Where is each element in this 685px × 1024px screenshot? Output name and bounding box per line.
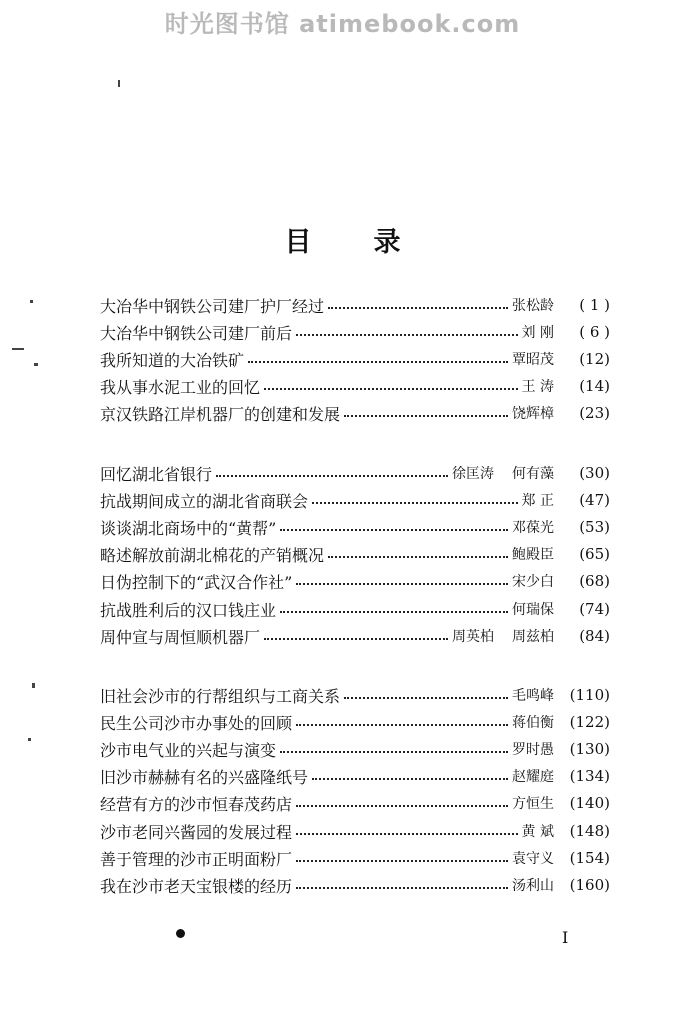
toc-entry [100,845,610,871]
toc-entry [100,319,610,345]
leader-dots [328,307,508,309]
toc-entry [100,541,610,567]
scan-speck [12,348,24,350]
leader-dots [344,697,508,699]
toc-entry-page: (134) [569,767,610,785]
toc-entry-page: (110) [569,686,610,704]
leader-dots [280,611,508,613]
toc-entry-author: 袁守义 [512,851,554,867]
toc-entry-page: (47) [579,491,610,509]
footer-bullet [176,929,185,938]
toc-entry [100,514,610,540]
toc-entry-title: 旧社会沙市的行帮组织与工商关系 [100,686,341,706]
toc-entry-title: 沙市老同兴酱园的发展过程 [100,822,293,842]
leader-dots [296,860,508,862]
toc-entry [100,623,610,649]
toc-entry [100,373,610,399]
toc-entry-title: 日伪控制下的“武汉合作社” [100,572,293,592]
toc-entry-page: (53) [579,518,610,536]
leader-dots [248,361,508,363]
toc-entry [100,400,610,426]
toc-entry-title: 京汉铁路江岸机器厂的创建和发展 [100,404,341,424]
toc-entry-title: 大冶华中钢铁公司建厂护厂经过 [100,296,325,316]
toc-entry [100,682,610,708]
leader-dots [264,388,518,390]
scan-speck [32,683,35,688]
scan-speck [28,738,31,741]
toc-entry-title: 民生公司沙市办事处的回顾 [100,713,293,733]
scan-speck [30,300,33,303]
toc-entry-coauthor: 周英柏 [452,629,494,645]
toc-entry-title: 大冶华中钢铁公司建厂前后 [100,323,293,343]
toc-entry-page: (148) [569,822,610,840]
toc-entry-page: (84) [579,627,610,645]
leader-dots [264,638,448,640]
toc-entry [100,568,610,594]
toc-entry-author: 王 涛 [521,379,554,395]
toc-entry-page: (23) [579,404,610,422]
toc-entry-title: 略述解放前湖北棉花的产销概况 [100,545,325,565]
toc-entry-page: (130) [569,740,610,758]
toc-entry [100,487,610,513]
toc-entry-page: (14) [579,377,610,395]
toc-entry-author: 罗时愚 [512,742,554,758]
leader-dots [296,805,508,807]
toc-entry-title: 周仲宣与周恒顺机器厂 [100,627,261,647]
leader-dots [296,724,508,726]
toc-entry-title: 我从事水泥工业的回忆 [100,377,261,397]
toc-entry-author: 宋少白 [512,574,554,590]
toc-entry-author: 张松龄 [512,298,554,314]
leader-dots [312,778,508,780]
toc-entry-author: 鲍殿臣 [512,547,554,563]
leader-dots [296,833,518,835]
toc-entry-page: (65) [579,545,610,563]
leader-dots [344,415,508,417]
leader-dots [216,475,448,477]
toc-entry-author: 饶辉樟 [512,406,554,422]
toc-entry-coauthor: 徐匡涛 [452,466,494,482]
toc-entry [100,460,610,486]
toc-entry-author: 何有藻 [512,466,554,482]
toc-entry [100,818,610,844]
toc-entry-title: 我所知道的大冶铁矿 [100,350,245,370]
toc-entry-author: 蒋伯衡 [512,715,554,731]
toc-entry-page: (122) [569,713,610,731]
leader-dots [328,556,508,558]
toc-entry-author: 周兹柏 [512,629,554,645]
title-char-1: 目 [284,227,312,258]
toc-entry-page: (140) [569,794,610,812]
toc-entry-author: 刘 刚 [521,325,554,341]
toc-entry [100,596,610,622]
toc-entry-page: (30) [579,464,610,482]
toc-entry-title: 谈谈湖北商场中的“黄帮” [100,518,277,538]
leader-dots [296,583,508,585]
watermark: 时光图书馆 atimebook.com [164,10,521,38]
toc-entry-author: 邓葆光 [512,520,554,536]
leader-dots [312,502,518,504]
toc-entry-page: (12) [579,350,610,368]
page-number: I [562,928,569,947]
toc-entry-page: (154) [569,849,610,867]
toc-entry-title: 经营有方的沙市恒春茂药店 [100,794,293,814]
toc-entry-author: 覃昭茂 [512,352,554,368]
toc-entry-author: 汤利山 [512,878,554,894]
toc-entry-title: 旧沙市赫赫有名的兴盛隆纸号 [100,767,309,787]
toc-entry-author: 何瑞保 [512,602,554,618]
toc-entry [100,872,610,898]
toc-entry-page: (160) [569,876,610,894]
toc-entry [100,292,610,318]
toc-entry-author: 方恒生 [512,796,554,812]
toc-entry-title: 抗战胜利后的汉口钱庄业 [100,600,277,620]
leader-dots [296,334,518,336]
toc-entry-title: 沙市电气业的兴起与演变 [100,740,277,760]
scan-speck [34,363,38,366]
toc-entry [100,709,610,735]
leader-dots [296,887,508,889]
title-char-2: 录 [373,227,401,258]
toc-entry-title: 回忆湖北省银行 [100,464,213,484]
toc-entry [100,763,610,789]
toc-entry-title: 善于管理的沙市正明面粉厂 [100,849,293,869]
leader-dots [280,529,508,531]
toc-entry-author: 郑 正 [521,493,554,509]
toc-entry-page: (74) [579,600,610,618]
toc-entry-page: (68) [579,572,610,590]
scan-speck [118,80,120,87]
leader-dots [280,751,508,753]
toc-entry [100,790,610,816]
toc-entry-page: ( 1 ) [579,296,610,314]
toc-entry-title: 抗战期间成立的湖北省商联会 [100,491,309,511]
toc-entry-page: ( 6 ) [579,323,610,341]
toc-entry-author: 赵耀庭 [512,769,554,785]
toc-entry-author: 黄 斌 [521,824,554,840]
toc-entry [100,736,610,762]
page-title [0,220,685,259]
toc-entry-title: 我在沙市老天宝银楼的经历 [100,876,293,896]
toc-entry [100,346,610,372]
toc-entry-author: 毛鸣峰 [512,688,554,704]
